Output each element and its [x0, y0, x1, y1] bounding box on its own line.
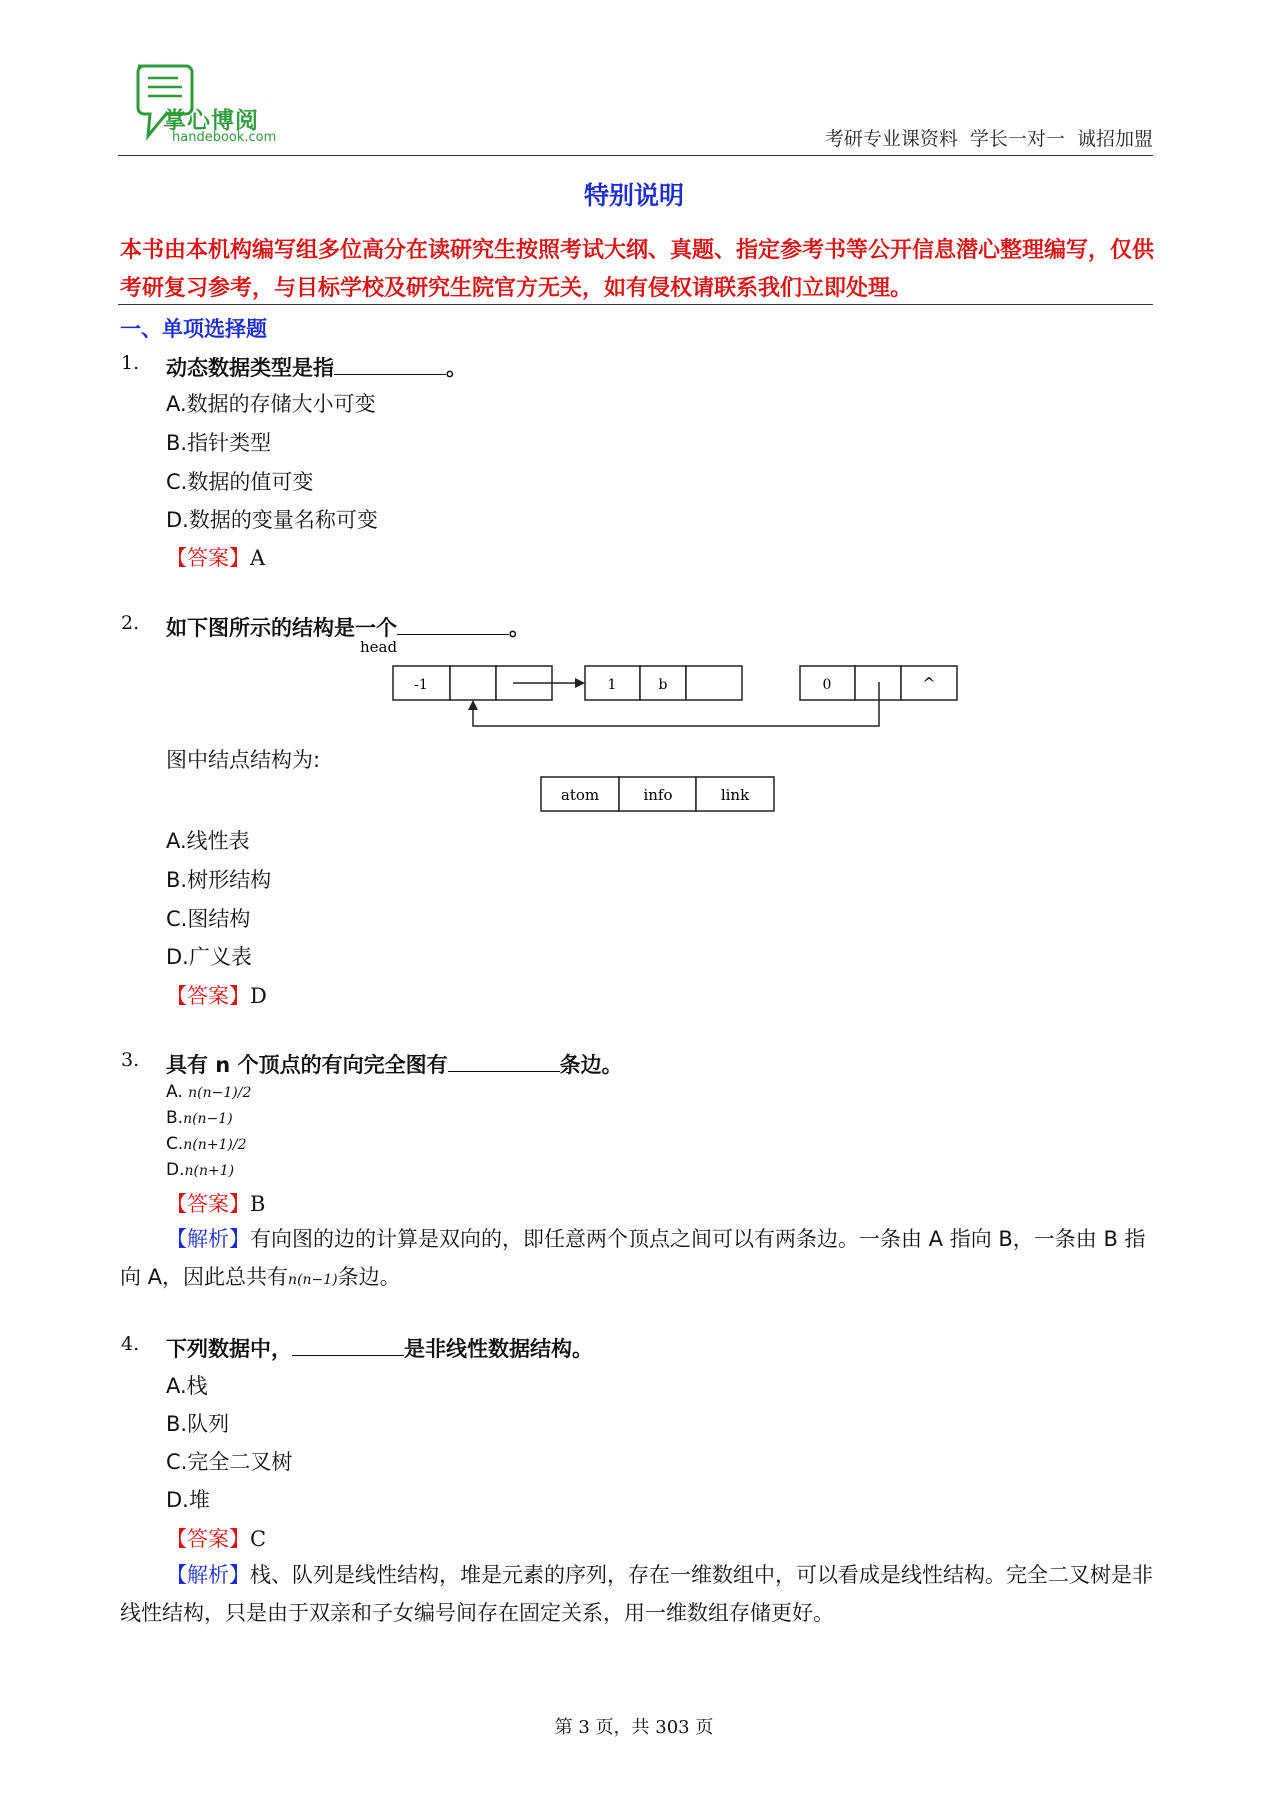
- option-letter: C.: [166, 1134, 184, 1154]
- question-1-number: 1.: [121, 352, 140, 374]
- answer-value: D: [250, 984, 267, 1008]
- node-structure-caption: 图中结点结构为:: [166, 748, 321, 772]
- list-node-2: [585, 666, 742, 700]
- question-1-option-d: D.数据的变量名称可变: [166, 508, 378, 532]
- option-math: n(n−1)/2: [188, 1085, 252, 1101]
- node-field-atom: atom: [560, 786, 600, 804]
- question-stem-text: 具有 n 个顶点的有向完全图有: [166, 1053, 448, 1077]
- question-1-answer: [166, 542, 265, 572]
- node-2-field-link: [686, 666, 742, 700]
- option-math: n(n−1): [183, 1111, 233, 1127]
- question-1-option-b: B.指针类型: [166, 431, 272, 455]
- question-4-option-c: C.完全二叉树: [166, 1450, 293, 1474]
- answer-label: 【答案】: [166, 1192, 250, 1216]
- question-3-stem: [166, 1049, 623, 1079]
- answer-blank: [397, 614, 509, 635]
- question-stem-end: 。: [509, 616, 530, 640]
- node-field-info: info: [643, 786, 673, 804]
- option-math: n(n+1): [184, 1163, 235, 1179]
- option-letter: A.: [166, 1082, 183, 1102]
- question-stem-text: 下列数据中，: [166, 1337, 292, 1361]
- node-2-value: 1: [607, 677, 617, 693]
- node-structure-diagram: [540, 775, 780, 815]
- answer-label: 【答案】: [166, 546, 250, 570]
- question-2-option-b: B.树形结构: [166, 868, 272, 892]
- analysis-text-end: 条边。: [337, 1265, 401, 1289]
- option-letter: D.: [166, 1160, 185, 1180]
- option-math: n(n+1)/2: [183, 1137, 247, 1153]
- question-stem-end: 条边。: [559, 1053, 623, 1077]
- disclaimer-notice: 本书由本机构编写组多位高分在读研究生按照考试大纲、真题、指定参考书等公开信息潜心整理编写，仅供考研复习参考，与目标学校及研究生院官方无关，如有侵权请联系我们立即处理。: [120, 238, 1155, 301]
- question-1-option-a: A.数据的存储大小可变: [166, 392, 376, 416]
- generalized-list-diagram: [355, 636, 975, 736]
- notice-divider: [118, 304, 1153, 305]
- question-2-option-a: A.线性表: [166, 829, 250, 853]
- header-tagline: 考研专业课资料 学长一对一 诚招加盟: [824, 128, 1153, 150]
- logo-url: handebook.com: [172, 130, 277, 145]
- header-divider: [118, 155, 1153, 156]
- question-3-option-b: [166, 1108, 233, 1128]
- answer-value: A: [250, 546, 266, 570]
- analysis-label: 【解析】: [166, 1563, 250, 1587]
- question-4-number: 4.: [121, 1333, 140, 1355]
- question-4-stem: [166, 1333, 593, 1363]
- option-letter: B.: [166, 1108, 184, 1128]
- node-field-link: link: [720, 786, 750, 804]
- question-3-option-d: [166, 1160, 234, 1180]
- question-4-analysis: [120, 1556, 1155, 1632]
- question-stem-text: 动态数据类型是指: [166, 356, 334, 380]
- question-2-number: 2.: [121, 612, 140, 634]
- analysis-text: 有向图的边的计算是双向的，即任意两个顶点之间可以有两条边。一条由 A 指向 B，一条由 B 指向 A，因此总共有: [120, 1227, 1146, 1289]
- analysis-label: 【解析】: [166, 1227, 250, 1251]
- answer-label: 【答案】: [166, 1527, 250, 1551]
- node-3-value: 0: [822, 677, 832, 693]
- question-3-number: 3.: [121, 1049, 140, 1071]
- question-3-analysis: [120, 1220, 1155, 1299]
- question-4-option-b: B.队列: [166, 1412, 230, 1436]
- page-footer: 第 3 页，共 303 页: [554, 1717, 714, 1738]
- question-1-stem: [166, 352, 467, 382]
- question-3-option-a: [166, 1082, 251, 1102]
- question-stem-text: 如下图所示的结构是一个: [166, 616, 397, 640]
- question-1-option-c: C.数据的值可变: [166, 470, 314, 494]
- head-label: head: [360, 638, 398, 656]
- answer-blank: [334, 354, 446, 375]
- node-1-field-info: [450, 666, 496, 700]
- link-arrow-head: [575, 678, 585, 688]
- question-2-option-d: D.广义表: [166, 945, 252, 969]
- section-heading: 一、单项选择题: [120, 317, 267, 341]
- question-4-option-d: D.堆: [166, 1488, 210, 1512]
- node-2-info: b: [658, 677, 668, 693]
- answer-label: 【答案】: [166, 984, 250, 1008]
- node-1-value: -1: [414, 677, 428, 693]
- logo-text: 掌心博阅: [163, 108, 259, 134]
- question-4-answer: [166, 1523, 266, 1553]
- answer-value: C: [250, 1527, 267, 1551]
- node-3-field-info: [855, 666, 901, 700]
- question-3-answer: [166, 1188, 265, 1218]
- analysis-text: 栈、队列是线性结构，堆是元素的序列，存在一维数组中，可以看成是线性结构。完全二叉树是非线性结构，只是由于双亲和子女编号间存在固定关系，用一维数组存储更好。: [120, 1563, 1153, 1625]
- answer-blank: [292, 1335, 404, 1356]
- question-2-answer: [166, 980, 267, 1010]
- sublist-pointer-head: [468, 700, 478, 710]
- question-stem-end: 。: [446, 356, 467, 380]
- answer-value: B: [250, 1192, 266, 1216]
- node-3-null: ^: [922, 674, 936, 693]
- question-4-option-a: A.栈: [166, 1374, 208, 1398]
- question-2-option-c: C.图结构: [166, 907, 251, 931]
- question-3-option-c: [166, 1134, 247, 1154]
- question-stem-end: 是非线性数据结构。: [404, 1337, 593, 1361]
- page-title: 特别说明: [583, 181, 684, 210]
- answer-blank: [448, 1051, 560, 1072]
- analysis-math: n(n−1): [288, 1272, 338, 1288]
